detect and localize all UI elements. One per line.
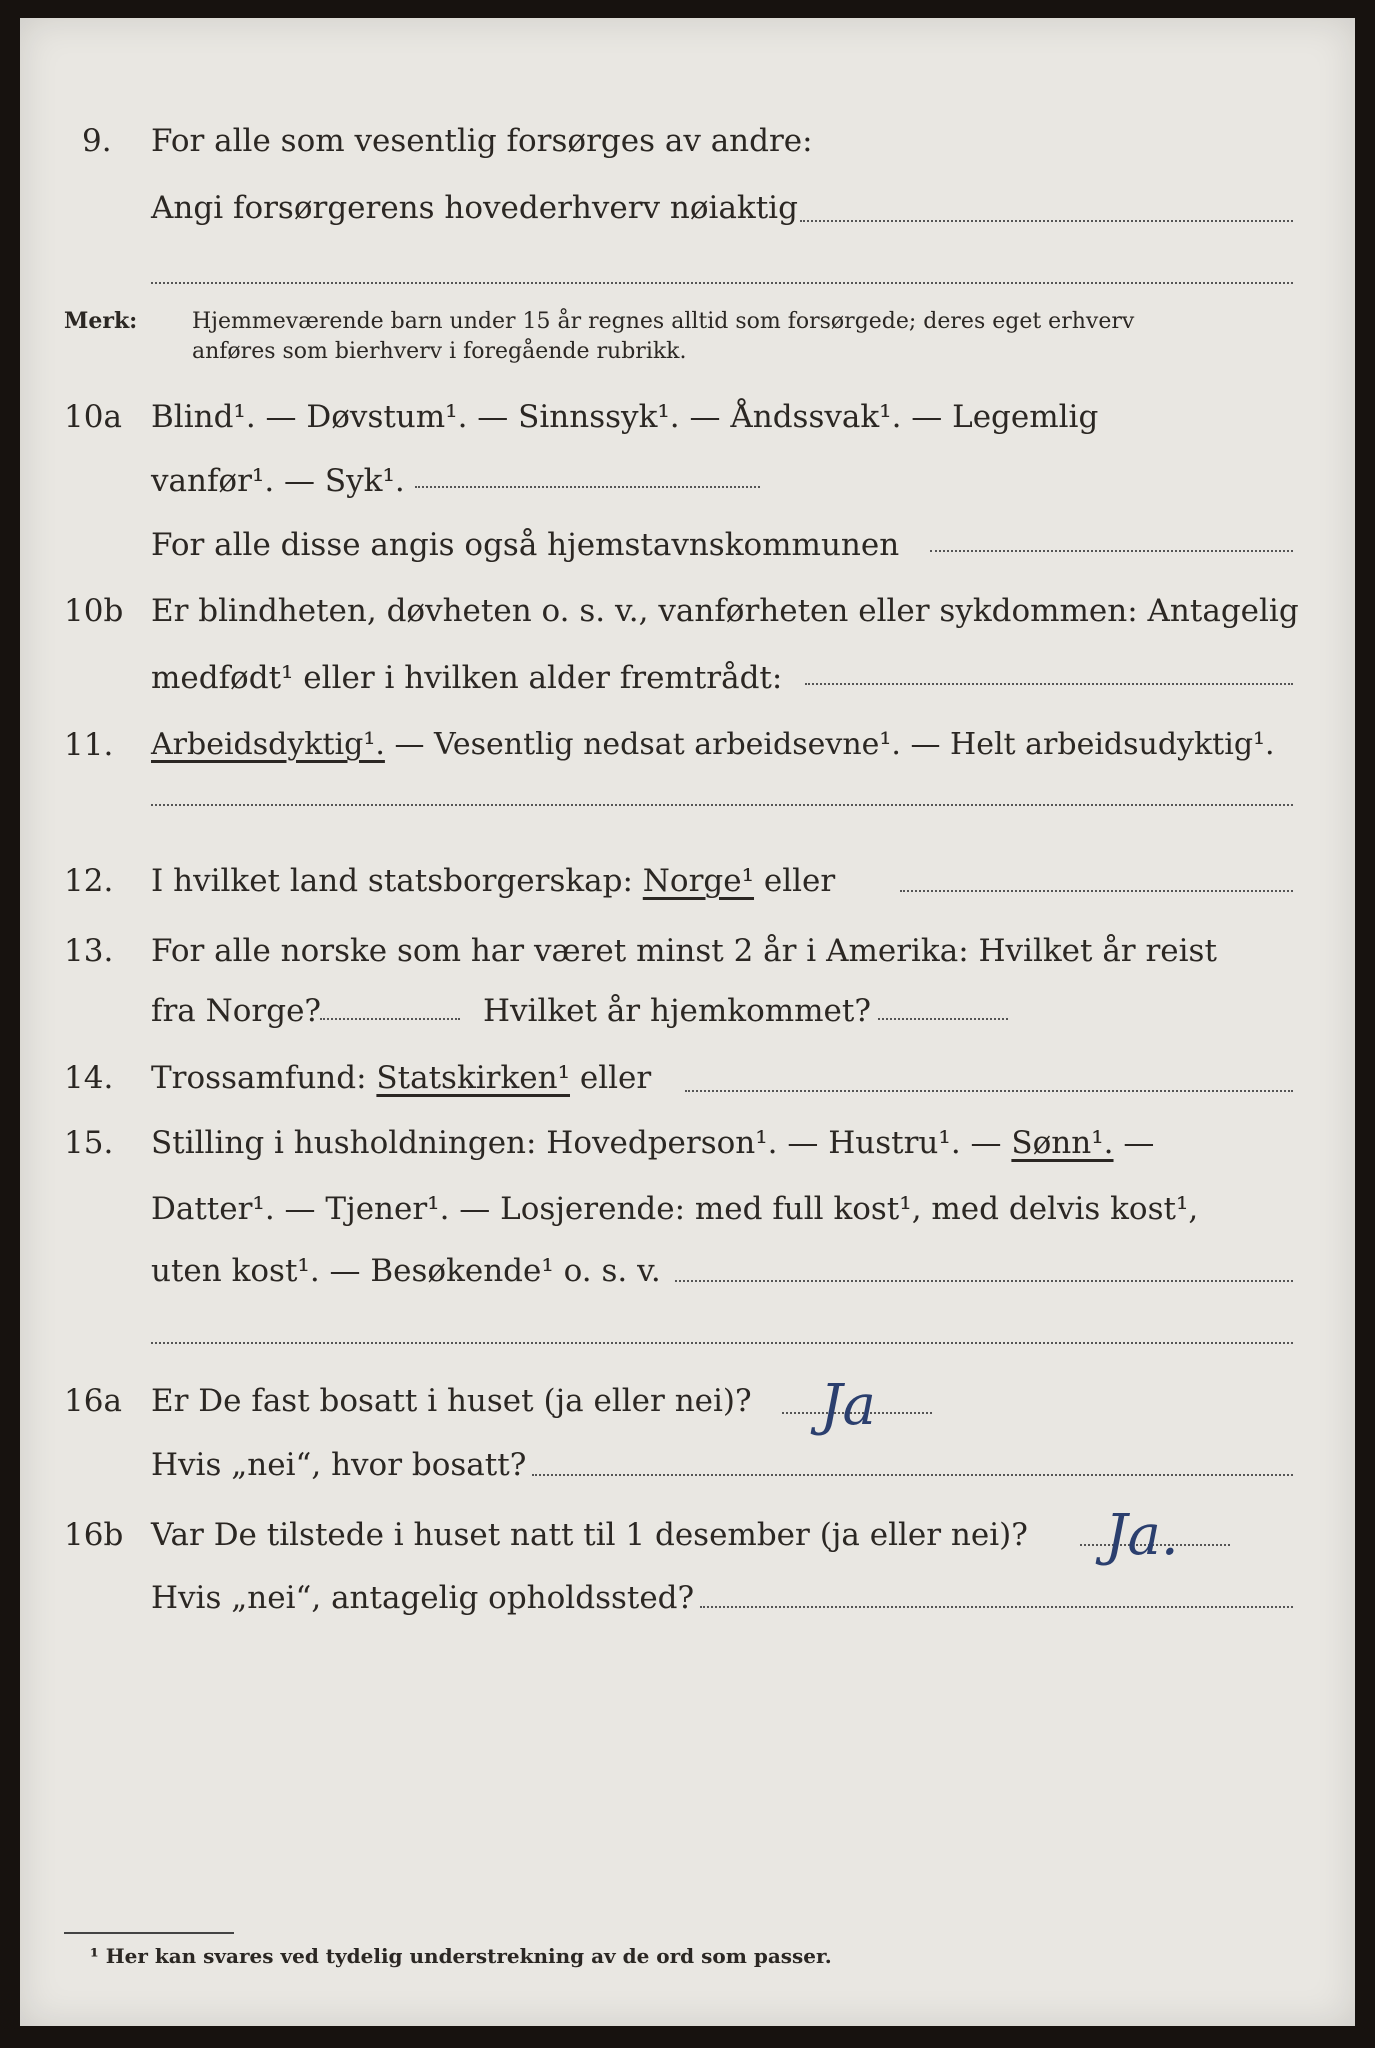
q10a-number: 10a: [64, 399, 122, 435]
q16a-bosatt-field[interactable]: [532, 1474, 1293, 1476]
q13-number: 13.: [64, 933, 114, 969]
q10a-line2: vanfør¹. — Syk¹.: [151, 463, 405, 499]
q11-extra-line[interactable]: [151, 804, 1293, 806]
q12-answer-field[interactable]: [900, 890, 1293, 892]
census-form-page: [20, 18, 1355, 2026]
q16a-number: 16a: [64, 1383, 122, 1419]
q13-reist-field[interactable]: [320, 1018, 460, 1020]
q10b-line1: Er blindheten, døvheten o. s. v., vanførheten eller sykdommen: Antagelig: [151, 593, 1299, 629]
merk-line1: Hjemmeværende barn under 15 år regnes alltid som forsørgede; deres eget erhverv: [192, 309, 1135, 334]
q12-pre: I hvilket land statsborgerskap:: [151, 863, 643, 899]
q11-arbeidsdyktig-underlined: Arbeidsdyktig¹.: [151, 727, 385, 762]
q9-number: 9.: [82, 123, 112, 159]
q9-line2: Angi forsørgerens hovederhverv nøiaktig: [151, 190, 798, 226]
q16b-number: 16b: [64, 1517, 124, 1553]
q15-sonn-underlined: Sønn¹.: [1011, 1125, 1114, 1161]
q15-number: 15.: [64, 1125, 114, 1161]
q14-number: 14.: [64, 1060, 114, 1096]
q14-post: eller: [570, 1060, 652, 1096]
q11-rest: — Vesentlig nedsat arbeidsevne¹. — Helt arbeidsudyktig¹.: [384, 727, 1275, 762]
q10a-syk-field[interactable]: [415, 486, 760, 488]
q16a-line1: Er De fast bosatt i huset (ja eller nei)?: [151, 1383, 752, 1419]
q10b-number: 10b: [64, 593, 124, 629]
q9-extra-line[interactable]: [151, 282, 1293, 284]
q15-line1a: Stilling i husholdningen: Hovedperson¹. — Hustru¹. —: [151, 1125, 1012, 1161]
q10b-line2: medfødt¹ eller i hvilken alder fremtrådt:: [151, 660, 783, 696]
q15-line3: uten kost¹. — Besøkende¹ o. s. v.: [151, 1253, 661, 1289]
q16b-handwritten-answer: Ja.: [1105, 1503, 1179, 1568]
q10a-line1: Blind¹. — Døvstum¹. — Sinnssyk¹. — Åndssvak¹. — Legemlig: [151, 399, 1099, 435]
footnote-rule: [64, 1932, 234, 1934]
q11-line: [151, 727, 1275, 762]
q15-line1b: —: [1113, 1125, 1155, 1161]
q9-answer-field[interactable]: [800, 220, 1293, 222]
footnote: ¹ Her kan svares ved tydelig understrekning av de ord som passer.: [90, 1944, 832, 1968]
q10b-answer-field[interactable]: [805, 683, 1293, 685]
q15-line1: [151, 1125, 1155, 1161]
q10a-line3: For alle disse angis også hjemstavnskommunen: [151, 527, 900, 563]
q14-line: [151, 1060, 652, 1096]
q16b-line1: Var De tilstede i huset natt til 1 desember (ja eller nei)?: [151, 1517, 1028, 1553]
q12-line: [151, 863, 836, 899]
q13-hjemkommet-field[interactable]: [878, 1018, 1008, 1020]
q16b-opholdssted-field[interactable]: [700, 1606, 1293, 1608]
q13-line1: For alle norske som har været minst 2 år i Amerika: Hvilket år reist: [151, 933, 1217, 969]
q15-extra-line[interactable]: [151, 1342, 1293, 1344]
q14-answer-field[interactable]: [685, 1090, 1293, 1092]
q12-number: 12.: [64, 863, 114, 899]
q12-norge-underlined: Norge¹: [642, 863, 755, 899]
q13-line2b: Hvilket år hjemkommet?: [483, 993, 871, 1029]
q9-line1: For alle som vesentlig forsørges av andre:: [151, 123, 813, 159]
q16a-line2: Hvis „nei“, hvor bosatt?: [151, 1447, 527, 1483]
merk-label: Merk:: [64, 308, 138, 334]
q13-line2a: fra Norge?: [151, 993, 322, 1029]
q10a-kommune-field[interactable]: [930, 550, 1293, 552]
q15-answer-field[interactable]: [675, 1280, 1293, 1282]
q11-number: 11.: [64, 727, 114, 763]
q16b-line2: Hvis „nei“, antagelig opholdssted?: [151, 1580, 695, 1616]
q14-pre: Trossamfund:: [151, 1060, 377, 1096]
merk-line2: anføres som bierhverv i foregående rubrikk.: [192, 339, 687, 364]
q16a-handwritten-answer: Ja: [820, 1373, 876, 1438]
q12-post: eller: [754, 863, 836, 899]
q14-statskirken-underlined: Statskirken¹: [376, 1060, 570, 1096]
q15-line2: Datter¹. — Tjener¹. — Losjerende: med full kost¹, med delvis kost¹,: [151, 1191, 1199, 1227]
